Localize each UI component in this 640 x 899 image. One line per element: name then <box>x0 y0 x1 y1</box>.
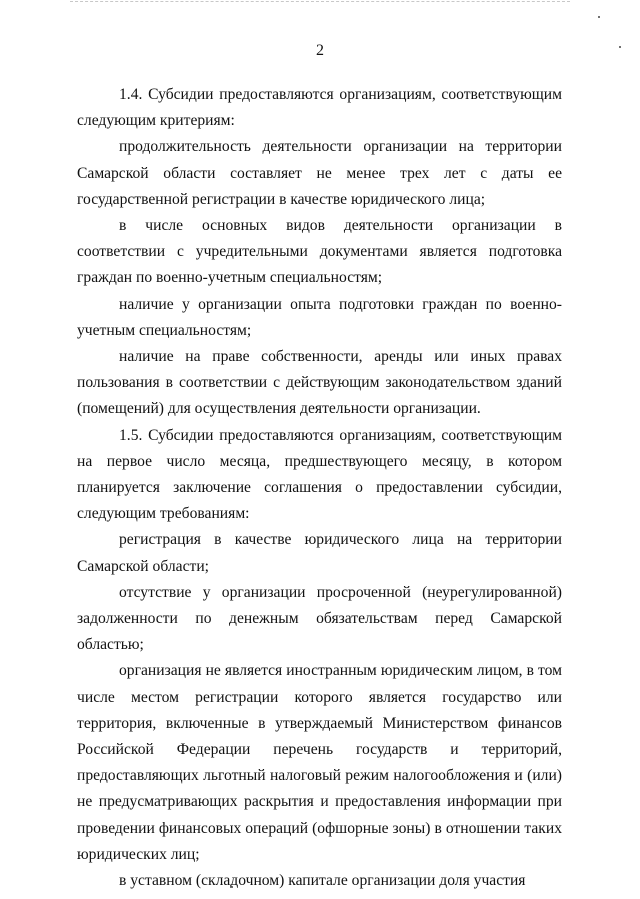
scan-speck <box>598 16 600 18</box>
requirement-capital-share: в уставном (складочном) капитале организации доля участия <box>119 872 526 890</box>
requirement-registration: регистрация в качестве юридического лица на территории Самарской области; <box>77 531 562 575</box>
criterion-experience: наличие у организации опыта подготовки граждан по военно-учетным специальностям; <box>77 295 562 339</box>
requirement-no-debt: отсутствие у организации просроченной (неурегулированной) задолженности по денежным обязательствам перед Самарской областью; <box>77 583 562 654</box>
criterion-duration: продолжительность деятельности организации на территории Самарской области составляет не менее трех лет с даты ее государственной регистрации в качестве юридического лица; <box>77 138 562 208</box>
document-body <box>77 82 562 894</box>
paragraph-1-4: 1.4. Субсидии предоставляются организациям, соответствующим следующим критериям: <box>77 86 562 130</box>
page-number: 2 <box>316 42 324 59</box>
criterion-activity: в числе основных видов деятельности организации в соответствии с учредительными документами является подготовка граждан по военно-учетным специальностям; <box>77 217 562 287</box>
scan-edge-line <box>70 1 570 2</box>
paragraph-1-5: 1.5. Субсидии предоставляются организациям, соответствующим на первое число месяца, предшествующего месяцу, в котором планируется заключение соглашения о предоставлении субсидии, следующим требованиям: <box>77 426 562 523</box>
criterion-premises: наличие на праве собственности, аренды или иных правах пользования в соответствии с действующим законодательством зданий (помещений) для осуществления деятельности организации. <box>77 348 562 418</box>
requirement-not-foreign: организация не является иностранным юридическим лицом, в том числе местом регистрации которого является государство или территория, включенные в утверждаемый Министерством финансов Российской Федерации перечень государств и территорий, предоставляющих льготный налоговый режим налогообложения и (или) не предусматривающих раскрытия и предоставления информации при проведении финансовых операций (офшорные зоны) в отношении таких юридических лиц; <box>77 662 562 863</box>
